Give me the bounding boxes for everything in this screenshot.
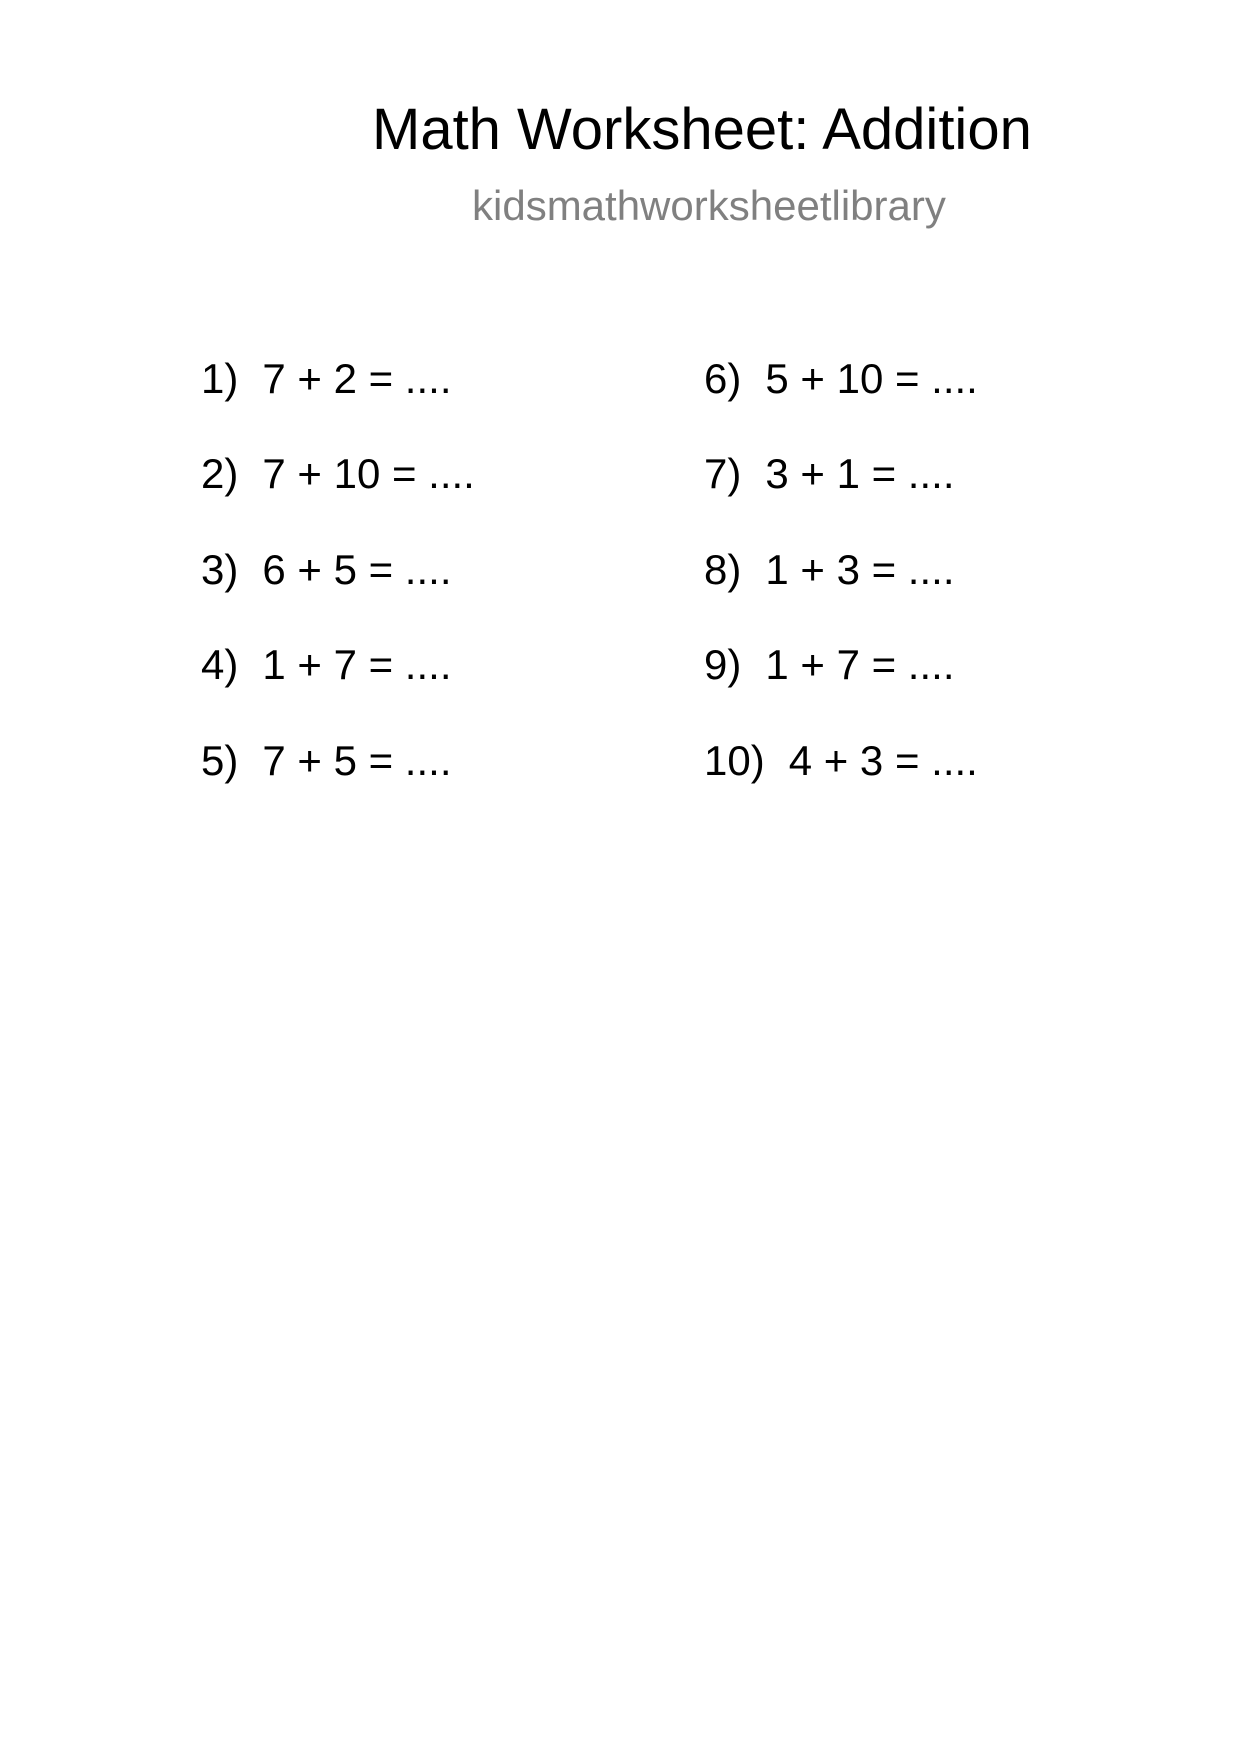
problem-expression: 7 + 2 = .... — [262, 355, 452, 402]
problem-item — [704, 641, 955, 688]
problem-item — [704, 355, 978, 402]
problem-number: 1) — [201, 355, 239, 402]
problem-expression: 7 + 5 = .... — [262, 737, 452, 784]
page-title: Math Worksheet: Addition — [372, 97, 1032, 162]
problem-expression: 4 + 3 = .... — [788, 737, 978, 784]
problem-number: 5) — [201, 737, 239, 784]
problem-number: 10) — [704, 737, 765, 784]
page-subtitle: kidsmathworksheetlibrary — [472, 182, 946, 229]
problem-item — [201, 546, 452, 593]
problem-expression: 1 + 7 = .... — [765, 641, 955, 688]
problem-item — [704, 450, 955, 497]
problem-number: 3) — [201, 546, 239, 593]
problem-expression: 1 + 7 = .... — [262, 641, 452, 688]
problem-item — [704, 546, 955, 593]
problem-expression: 1 + 3 = .... — [765, 546, 955, 593]
problem-expression: 6 + 5 = .... — [262, 546, 452, 593]
problem-item — [704, 737, 978, 784]
problem-item — [201, 641, 452, 688]
problem-item — [201, 737, 452, 784]
problem-number: 7) — [704, 450, 742, 497]
problem-number: 8) — [704, 546, 742, 593]
problem-number: 9) — [704, 641, 742, 688]
problem-expression: 7 + 10 = .... — [262, 450, 475, 497]
problem-expression: 3 + 1 = .... — [765, 450, 955, 497]
problem-item — [201, 355, 452, 402]
problem-expression: 5 + 10 = .... — [765, 355, 978, 402]
problem-number: 2) — [201, 450, 239, 497]
problem-number: 6) — [704, 355, 742, 402]
problem-number: 4) — [201, 641, 239, 688]
problem-item — [201, 450, 475, 497]
